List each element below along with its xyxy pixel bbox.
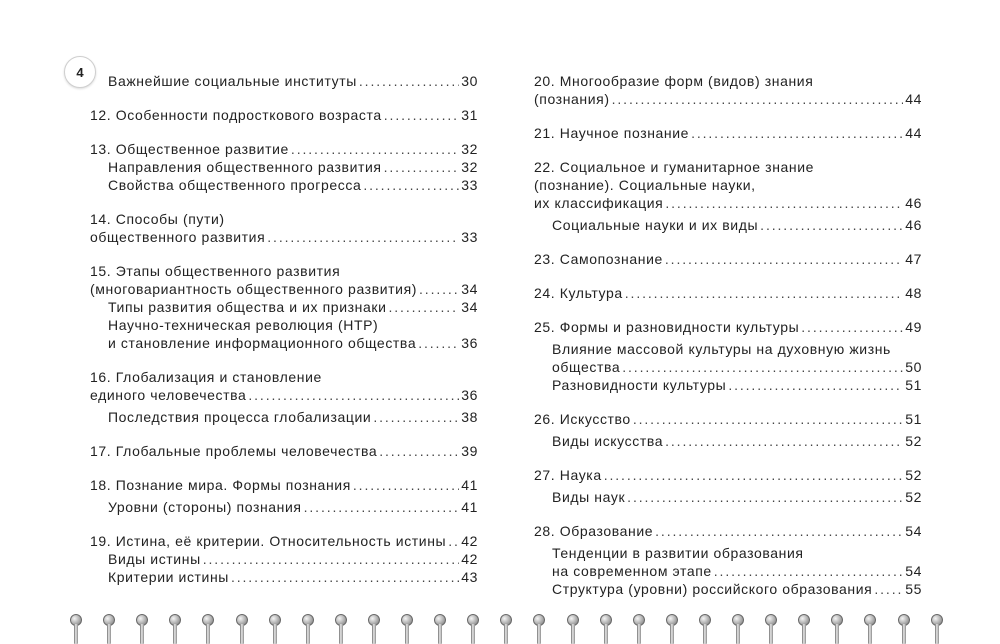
toc-entry[interactable]: [534, 466, 922, 484]
toc-entry-line: Тенденции в развитии образования: [552, 545, 804, 561]
dot-leader: [203, 550, 459, 568]
toc-page-number: 48: [905, 285, 922, 301]
toc-entry-title: 27. Наука: [534, 467, 602, 483]
toc-subentry[interactable]: [90, 176, 478, 194]
toc-page-number: 54: [905, 523, 922, 539]
toc-subentry[interactable]: [534, 544, 922, 580]
binding-ring: [269, 606, 281, 644]
toc-page-number: 36: [461, 387, 478, 403]
toc-page-number: 39: [461, 443, 478, 459]
dot-leader: [665, 432, 903, 450]
binding-ring: [302, 606, 314, 644]
page-number: 4: [64, 56, 96, 88]
toc-page-number: 46: [905, 195, 922, 211]
toc-entry-line: Влияние массовой культуры на духовную жизнь: [552, 341, 891, 357]
toc-entry-title: и становление информационного общества: [108, 335, 417, 351]
binding-ring: [202, 606, 214, 644]
toc-entry-title: 19. Истина, её критерии. Относительность истины: [90, 533, 447, 549]
binding-ring: [567, 606, 579, 644]
toc-entry-title: 24. Культура: [534, 285, 623, 301]
toc-page-number: 33: [461, 229, 478, 245]
binding-ring: [732, 606, 744, 644]
binding-ring: [633, 606, 645, 644]
toc-page-number: 51: [905, 377, 922, 393]
toc-entry-leader-line: [90, 228, 478, 246]
dot-leader: [267, 228, 459, 246]
dot-leader: [379, 442, 459, 460]
dot-leader: [248, 386, 459, 404]
toc-entry-title: Виды наук: [552, 489, 626, 505]
toc-entry-line: 20. Многообразие форм (видов) знания: [534, 73, 814, 89]
toc-entry-leader-line: [552, 216, 922, 234]
toc-entry[interactable]: [534, 522, 922, 540]
toc-entry-leader-line: [108, 72, 478, 90]
binding-ring: [533, 606, 545, 644]
toc-entry[interactable]: [90, 262, 478, 298]
dot-leader: [418, 334, 459, 352]
dot-leader: [655, 522, 903, 540]
toc-entry[interactable]: [90, 210, 478, 246]
toc-entry-leader-line: [90, 476, 478, 494]
toc-page-number: 52: [905, 433, 922, 449]
binding-ring: [765, 606, 777, 644]
dot-leader: [304, 498, 460, 516]
toc-page-number: 50: [905, 359, 922, 375]
toc-entry-leader-line: [90, 386, 478, 404]
toc-entry-leader-line: [534, 522, 922, 540]
toc-entry-leader-line: [90, 442, 478, 460]
toc-subentry[interactable]: [90, 498, 478, 516]
toc-entry-line: 22. Социальное и гуманитарное знание: [534, 159, 815, 175]
dot-leader: [691, 124, 903, 142]
dot-leader: [384, 158, 460, 176]
toc-entry-title: 17. Глобальные проблемы человечества: [90, 443, 378, 459]
dot-leader: [384, 106, 459, 124]
binding-ring: [335, 606, 347, 644]
toc-entry-leader-line: [552, 488, 922, 506]
toc-entry[interactable]: [534, 284, 922, 302]
toc-entry-title: 25. Формы и разновидности культуры: [534, 319, 800, 335]
spiral-binding: [0, 606, 1000, 644]
dot-leader: [760, 216, 903, 234]
toc-entry-leader-line: [534, 284, 922, 302]
toc-entry-line: 16. Глобализация и становление: [90, 369, 322, 385]
toc-entry[interactable]: [534, 250, 922, 268]
toc-entry[interactable]: [90, 106, 478, 124]
dot-leader: [714, 562, 903, 580]
toc-subentry[interactable]: [534, 216, 922, 234]
toc-entry-line: (познание). Социальные науки,: [534, 177, 756, 193]
dot-leader: [359, 72, 459, 90]
dot-leader: [612, 90, 904, 108]
dot-leader: [627, 488, 903, 506]
binding-ring: [236, 606, 248, 644]
toc-entry-leader-line: [108, 298, 478, 316]
dot-leader: [291, 140, 459, 158]
toc-page-number: 52: [905, 489, 922, 505]
toc-entry-title: единого человечества: [90, 387, 247, 403]
toc-page-number: 42: [461, 533, 478, 549]
dot-leader: [728, 376, 903, 394]
toc-entry-leader-line: [108, 176, 478, 194]
dot-leader: [604, 466, 904, 484]
toc-page-number: 33: [461, 177, 478, 193]
toc-page-number: 43: [461, 569, 478, 585]
toc-entry-title: 23. Самопознание: [534, 251, 663, 267]
toc-page-number: 44: [905, 125, 922, 141]
dot-leader: [801, 318, 903, 336]
toc-entry[interactable]: [534, 318, 922, 336]
binding-ring: [600, 606, 612, 644]
binding-ring: [666, 606, 678, 644]
dot-leader: [353, 476, 459, 494]
toc-entry-leader-line: [90, 106, 478, 124]
toc-page-number: 54: [905, 563, 922, 579]
toc-entry-leader-line: [90, 140, 478, 158]
toc-page-number: 47: [905, 251, 922, 267]
toc-subentry[interactable]: [90, 158, 478, 176]
binding-ring: [699, 606, 711, 644]
toc-page-number: 46: [905, 217, 922, 233]
toc-entry[interactable]: [90, 368, 478, 404]
toc-entry[interactable]: [534, 158, 922, 212]
toc-entry-title: Типы развития общества и их признаки: [108, 299, 387, 315]
toc-page-number: 41: [461, 477, 478, 493]
dot-leader: [633, 410, 903, 428]
binding-ring: [401, 606, 413, 644]
dot-leader: [419, 280, 459, 298]
toc-entry-leader-line: [552, 432, 922, 450]
toc-subentry[interactable]: [534, 580, 922, 598]
dot-leader: [622, 358, 903, 376]
binding-ring: [70, 606, 82, 644]
toc-entry-title: 18. Познание мира. Формы познания: [90, 477, 351, 493]
dot-leader: [389, 298, 460, 316]
toc-entry-leader-line: [108, 158, 478, 176]
toc-entry-leader-line: [108, 334, 478, 352]
toc-entry-title: (многовариантность общественного развития): [90, 281, 418, 297]
toc-entry-leader-line: [552, 562, 922, 580]
toc-subentry[interactable]: [90, 298, 478, 316]
dot-leader: [625, 284, 903, 302]
toc-entry-title: Виды искусства: [552, 433, 664, 449]
toc-entry[interactable]: [90, 442, 478, 460]
toc-entry[interactable]: [90, 140, 478, 158]
toc-page-number: 32: [461, 141, 478, 157]
toc-page-number: 34: [461, 299, 478, 315]
toc-subentry[interactable]: [534, 432, 922, 450]
toc-entry-leader-line: [108, 568, 478, 586]
toc-entry-leader-line: [534, 194, 922, 212]
toc-subentry[interactable]: [90, 316, 478, 352]
binding-ring: [898, 606, 910, 644]
toc-entry-title: 12. Особенности подросткового возраста: [90, 107, 382, 123]
toc-entry-title: Критерии истины: [108, 569, 229, 585]
toc-entry-line: 15. Этапы общественного развития: [90, 263, 341, 279]
binding-ring: [500, 606, 512, 644]
dot-leader: [448, 532, 459, 550]
dot-leader: [231, 568, 459, 586]
toc-entry-title: на современном этапе: [552, 563, 712, 579]
toc-page-number: 31: [461, 107, 478, 123]
toc-entry-title: Разновидности культуры: [552, 377, 727, 393]
toc-entry-leader-line: [534, 410, 922, 428]
binding-ring: [467, 606, 479, 644]
toc-page-number: 55: [905, 581, 922, 597]
toc-entry-line: 14. Способы (пути): [90, 211, 225, 227]
dot-leader: [874, 580, 903, 598]
toc-subentry[interactable]: [90, 568, 478, 586]
toc-entry-leader-line: [108, 408, 478, 426]
toc-entry-title: общества: [552, 359, 621, 375]
toc-entry-leader-line: [552, 358, 922, 376]
toc-entry-title: (познания): [534, 91, 610, 107]
dot-leader: [665, 250, 903, 268]
toc-entry-title: Последствия процесса глобализации: [108, 409, 372, 425]
toc-page-number: 30: [461, 73, 478, 89]
binding-ring: [434, 606, 446, 644]
toc-right-column: [534, 72, 922, 598]
toc-page-number: 42: [461, 551, 478, 567]
toc-subentry[interactable]: [534, 488, 922, 506]
toc-entry-title: Уровни (стороны) познания: [108, 499, 302, 515]
dot-leader: [363, 176, 459, 194]
binding-ring: [136, 606, 148, 644]
toc-page-number: 34: [461, 281, 478, 297]
toc-entry[interactable]: [90, 532, 478, 550]
toc-entry-title: 26. Искусство: [534, 411, 631, 427]
toc-entry-title: Структура (уровни) российского образования: [552, 581, 873, 597]
binding-ring: [931, 606, 943, 644]
toc-entry-leader-line: [534, 318, 922, 336]
dot-leader: [373, 408, 459, 426]
binding-ring: [831, 606, 843, 644]
toc-entry-leader-line: [552, 580, 922, 598]
dot-leader: [665, 194, 903, 212]
toc-entry-line: Научно-техническая революция (НТР): [108, 317, 379, 333]
toc-entry-title: 13. Общественное развитие: [90, 141, 289, 157]
toc-page-number: 36: [461, 335, 478, 351]
toc-subentry[interactable]: [90, 72, 478, 90]
toc-entry[interactable]: [534, 410, 922, 428]
toc-entry-title: Свойства общественного прогресса: [108, 177, 362, 193]
toc-entry[interactable]: [534, 124, 922, 142]
toc-entry-title: Важнейшие социальные институты: [108, 73, 357, 89]
toc-entry-title: 21. Научное познание: [534, 125, 690, 141]
toc-entry-leader-line: [534, 250, 922, 268]
toc-subentry[interactable]: [90, 550, 478, 568]
binding-ring: [103, 606, 115, 644]
toc-left-column: [90, 72, 478, 586]
binding-ring: [169, 606, 181, 644]
toc-entry-leader-line: [90, 532, 478, 550]
toc-entry-leader-line: [108, 550, 478, 568]
binding-ring: [864, 606, 876, 644]
binding-ring: [798, 606, 810, 644]
toc-page-number: 44: [905, 91, 922, 107]
toc-entry[interactable]: [90, 476, 478, 494]
toc-entry-title: Социальные науки и их виды: [552, 217, 759, 233]
toc-page-number: 52: [905, 467, 922, 483]
toc-page-number: 38: [461, 409, 478, 425]
binding-ring: [368, 606, 380, 644]
toc-entry-title: Виды истины: [108, 551, 201, 567]
toc-entry[interactable]: [534, 72, 922, 108]
toc-page-number: 32: [461, 159, 478, 175]
toc-entry-leader-line: [534, 90, 922, 108]
toc-entry-leader-line: [534, 124, 922, 142]
toc-entry-leader-line: [90, 280, 478, 298]
toc-page-number: 49: [905, 319, 922, 335]
toc-entry-title: общественного развития: [90, 229, 266, 245]
toc-entry-leader-line: [108, 498, 478, 516]
toc-entry-leader-line: [534, 466, 922, 484]
toc-subentry[interactable]: [534, 376, 922, 394]
toc-entry-title: 28. Образование: [534, 523, 654, 539]
toc-entry-title: их классификация: [534, 195, 664, 211]
toc-entry-leader-line: [552, 376, 922, 394]
toc-entry-title: Направления общественного развития: [108, 159, 382, 175]
toc-page-number: 51: [905, 411, 922, 427]
toc-subentry[interactable]: [90, 408, 478, 426]
toc-subentry[interactable]: [534, 340, 922, 376]
toc-page-number: 41: [461, 499, 478, 515]
